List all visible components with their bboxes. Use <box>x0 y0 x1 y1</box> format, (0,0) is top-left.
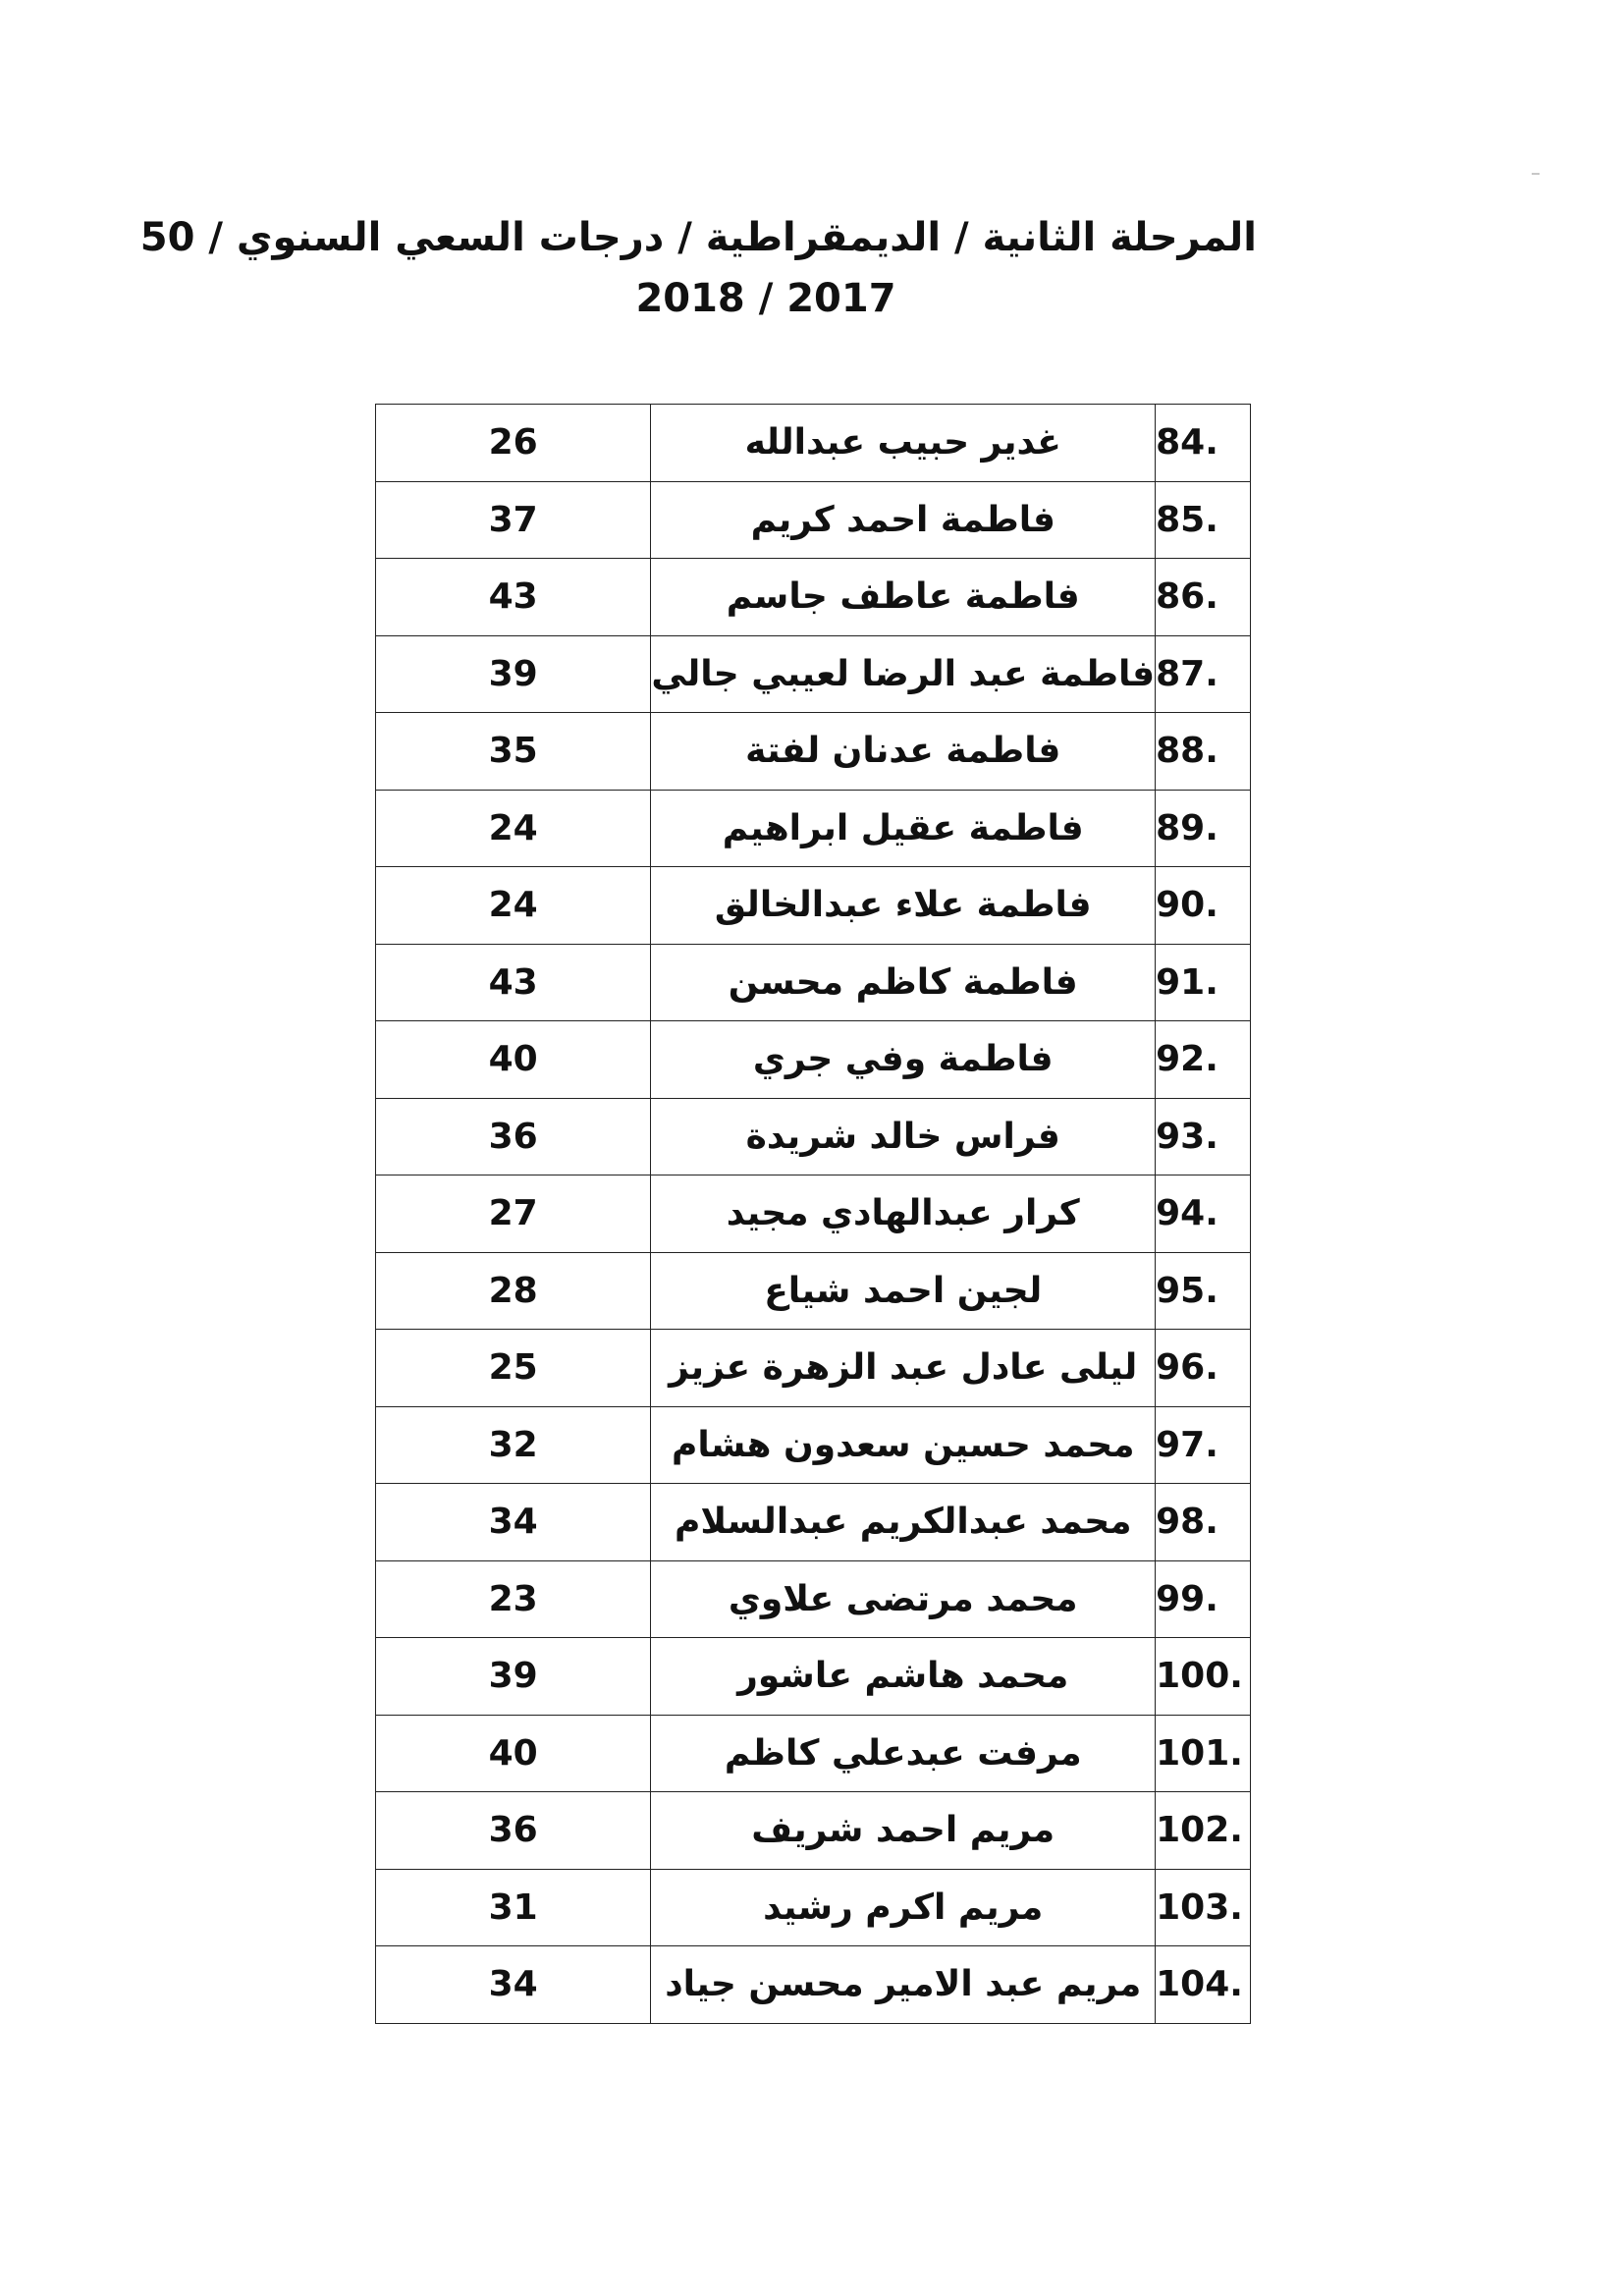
student-grade: 32 <box>376 1406 651 1484</box>
student-name: فاطمة وفي جري <box>651 1021 1156 1099</box>
student-name: مرفت عبدعلي كاظم <box>651 1715 1156 1792</box>
table-row <box>376 1715 1251 1792</box>
student-grade: 36 <box>376 1098 651 1175</box>
table-row <box>376 1098 1251 1175</box>
table-row <box>376 635 1251 713</box>
table-row <box>376 405 1251 482</box>
student-grade: 25 <box>376 1330 651 1407</box>
student-name: فاطمة عبد الرضا لعيبي جالي <box>651 635 1156 713</box>
table-row <box>376 867 1251 945</box>
student-grade: 37 <box>376 481 651 559</box>
table-row <box>376 944 1251 1021</box>
student-grade: 43 <box>376 559 651 636</box>
student-grade: 28 <box>376 1252 651 1330</box>
student-name: مريم اكرم رشيد <box>651 1869 1156 1946</box>
row-number: 102. <box>1156 1792 1251 1870</box>
row-number: 100. <box>1156 1638 1251 1716</box>
row-number: 94. <box>1156 1175 1251 1253</box>
student-grade: 36 <box>376 1792 651 1870</box>
row-number: 85. <box>1156 481 1251 559</box>
student-name: محمد هاشم عاشور <box>651 1638 1156 1716</box>
row-number: 99. <box>1156 1560 1251 1638</box>
student-name: محمد عبدالكريم عبدالسلام <box>651 1484 1156 1561</box>
student-name: لجين احمد شياع <box>651 1252 1156 1330</box>
table-row <box>376 790 1251 867</box>
student-name: محمد مرتضى علاوي <box>651 1560 1156 1638</box>
student-grade: 23 <box>376 1560 651 1638</box>
student-name: غدير حبيب عبدالله <box>651 405 1156 482</box>
row-number: 95. <box>1156 1252 1251 1330</box>
table-row <box>376 1330 1251 1407</box>
table-row <box>376 713 1251 791</box>
table-row <box>376 1792 1251 1870</box>
student-name: مريم عبد الامير محسن جياد <box>651 1946 1156 2024</box>
grades-table <box>375 404 1251 2024</box>
row-number: 91. <box>1156 944 1251 1021</box>
student-name: فاطمة عقيل ابراهيم <box>651 790 1156 867</box>
document-title: المرحلة الثانية / الديمقراطية / درجات السعي السنوي / 50 <box>139 215 1257 260</box>
table-row <box>376 1252 1251 1330</box>
row-number: 88. <box>1156 713 1251 791</box>
student-grade: 34 <box>376 1484 651 1561</box>
row-number: 97. <box>1156 1406 1251 1484</box>
student-grade: 43 <box>376 944 651 1021</box>
table-row <box>376 1560 1251 1638</box>
student-name: مريم احمد شريف <box>651 1792 1156 1870</box>
student-grade: 24 <box>376 867 651 945</box>
student-name: فاطمة عدنان لفتة <box>651 713 1156 791</box>
row-number: 90. <box>1156 867 1251 945</box>
table-row <box>376 1175 1251 1253</box>
row-number: 103. <box>1156 1869 1251 1946</box>
row-number: 84. <box>1156 405 1251 482</box>
row-number: 104. <box>1156 1946 1251 2024</box>
row-number: 98. <box>1156 1484 1251 1561</box>
student-grade: 35 <box>376 713 651 791</box>
student-grade: 24 <box>376 790 651 867</box>
student-grade: 39 <box>376 1638 651 1716</box>
student-name: فاطمة احمد كريم <box>651 481 1156 559</box>
student-name: كرار عبدالهادي مجيد <box>651 1175 1156 1253</box>
row-number: 86. <box>1156 559 1251 636</box>
student-grade: 26 <box>376 405 651 482</box>
row-number: 92. <box>1156 1021 1251 1099</box>
student-name: فاطمة كاظم محسن <box>651 944 1156 1021</box>
student-name: محمد حسين سعدون هشام <box>651 1406 1156 1484</box>
row-number: 101. <box>1156 1715 1251 1792</box>
student-grade: 40 <box>376 1021 651 1099</box>
grades-table-body <box>376 405 1251 2024</box>
row-number: 89. <box>1156 790 1251 867</box>
student-grade: 27 <box>376 1175 651 1253</box>
row-number: 93. <box>1156 1098 1251 1175</box>
row-number: 87. <box>1156 635 1251 713</box>
academic-year: 2018 / 2017 <box>635 276 896 321</box>
student-name: فراس خالد شريدة <box>651 1098 1156 1175</box>
student-grade: 39 <box>376 635 651 713</box>
row-number: 96. <box>1156 1330 1251 1407</box>
student-grade: 40 <box>376 1715 651 1792</box>
student-grade: 34 <box>376 1946 651 2024</box>
table-row <box>376 1021 1251 1099</box>
student-grade: 31 <box>376 1869 651 1946</box>
student-name: ليلى عادل عبد الزهرة عزيز <box>651 1330 1156 1407</box>
student-name: فاطمة عاطف جاسم <box>651 559 1156 636</box>
student-name: فاطمة علاء عبدالخالق <box>651 867 1156 945</box>
table-row <box>376 1638 1251 1716</box>
scan-speck <box>1532 173 1540 175</box>
table-row <box>376 559 1251 636</box>
table-row <box>376 481 1251 559</box>
table-row <box>376 1406 1251 1484</box>
table-row <box>376 1484 1251 1561</box>
table-row <box>376 1869 1251 1946</box>
table-row <box>376 1946 1251 2024</box>
